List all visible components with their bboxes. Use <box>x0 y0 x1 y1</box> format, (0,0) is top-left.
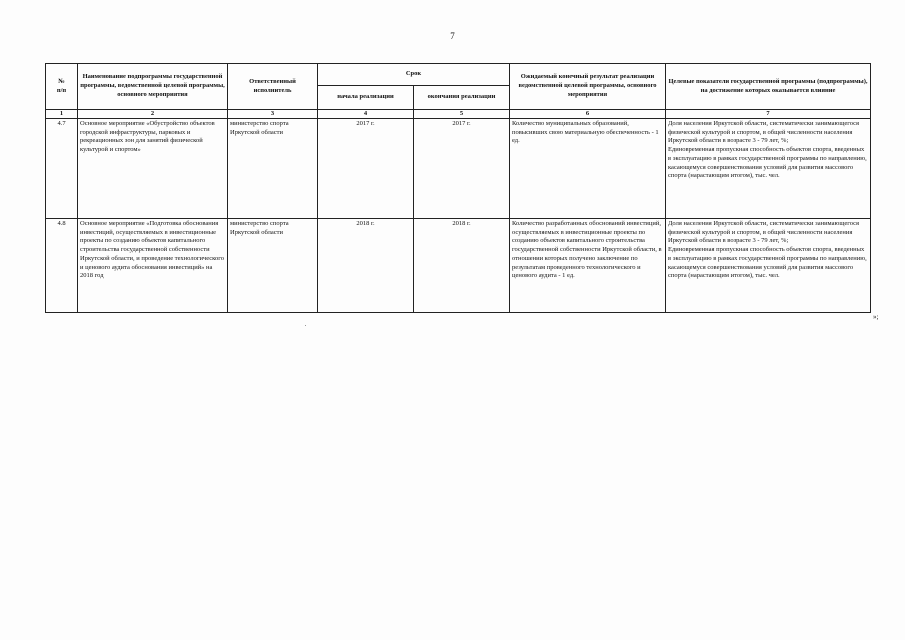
trailing-quote-mark: »; <box>873 313 879 321</box>
row-start: 2017 г. <box>318 118 414 218</box>
column-number: 5 <box>414 110 510 119</box>
header-indicators: Целевые показатели государственной программы (подпрограммы), на достижение которых оказывается влияние <box>666 64 871 110</box>
row-result: Количество муниципальных образований, повысивших свою материальную обеспеченность - 1 ед. <box>510 118 666 218</box>
row-name: Основное мероприятие «Подготовка обоснования инвестиций, осуществляемых в инвестиционные проекты по созданию объектов капитального строительства государственной собственности Иркутской области, и проведение технологического и ценового аудита обоснования инвестиций» на 2018 год <box>78 218 228 312</box>
row-number: 4.7 <box>46 118 78 218</box>
row-number: 4.8 <box>46 218 78 312</box>
row-result: Количество разработанных обоснований инвестиций, осуществляемых в инвестиционные проекты по созданию объектов капитального строительства государственной собственности Иркутской области, в отношении которых получено заключение по результатам проведенного технологического и ценового аудита - 1 ед. <box>510 218 666 312</box>
row-executor: министерство спорта Иркутской области <box>228 218 318 312</box>
column-number: 1 <box>46 110 78 119</box>
column-number: 2 <box>78 110 228 119</box>
table-row <box>46 218 871 312</box>
row-start: 2018 г. <box>318 218 414 312</box>
row-indicators <box>666 118 871 218</box>
column-number: 4 <box>318 110 414 119</box>
indicator-item: Единовременная пропускная способность объектов спорта, введенных в эксплуатацию в рамках государственной программы по направлению, касающемуся совершенствования условий для развития массового спорта (нарастающим итогом), тыс. чел. <box>668 246 867 280</box>
column-number: 3 <box>228 110 318 119</box>
header-result: Ожидаемый конечный результат реализации ведомственной целевой программы, основного мероприятия <box>510 64 666 110</box>
header-term-end: окончания реализации <box>414 86 510 110</box>
column-number: 6 <box>510 110 666 119</box>
table-row <box>46 118 871 218</box>
header-num: № п/п <box>46 64 78 110</box>
indicator-item: Доля населения Иркутской области, систематически занимающегося физической культурой и спортом, в общей численности населения Иркутской области в возрасте 3 - 79 лет, %; <box>668 219 860 245</box>
row-end: 2018 г. <box>414 218 510 312</box>
row-name: Основное мероприятие «Обустройство объектов городской инфраструктуры, парковых и рекреационных зон для занятий физической культурой и спортом» <box>78 118 228 218</box>
column-number-row <box>46 110 871 119</box>
header-name: Наименование подпрограммы государственной программы, ведомственной целевой программы, основного мероприятия <box>78 64 228 110</box>
header-executor: Ответственный исполнитель <box>228 64 318 110</box>
page-number: 7 <box>450 31 455 41</box>
program-table <box>45 63 871 313</box>
indicator-item: Единовременная пропускная способность объектов спорта, введенных в эксплуатацию в рамках государственной программы по направлению, касающемуся совершенствования условий для развития массового спорта (нарастающим итогом), тыс. чел. <box>668 146 867 180</box>
scan-speck <box>305 325 306 326</box>
row-executor: министерство спорта Иркутской области <box>228 118 318 218</box>
header-term: Срок <box>318 64 510 86</box>
row-indicators <box>666 218 871 312</box>
indicator-item: Доля населения Иркутской области, систематически занимающегося физической культурой и спортом, в общей численности населения Иркутской области в возрасте 3 - 79 лет, %; <box>668 119 860 145</box>
row-end: 2017 г. <box>414 118 510 218</box>
header-term-start: начала реализации <box>318 86 414 110</box>
column-number: 7 <box>666 110 871 119</box>
